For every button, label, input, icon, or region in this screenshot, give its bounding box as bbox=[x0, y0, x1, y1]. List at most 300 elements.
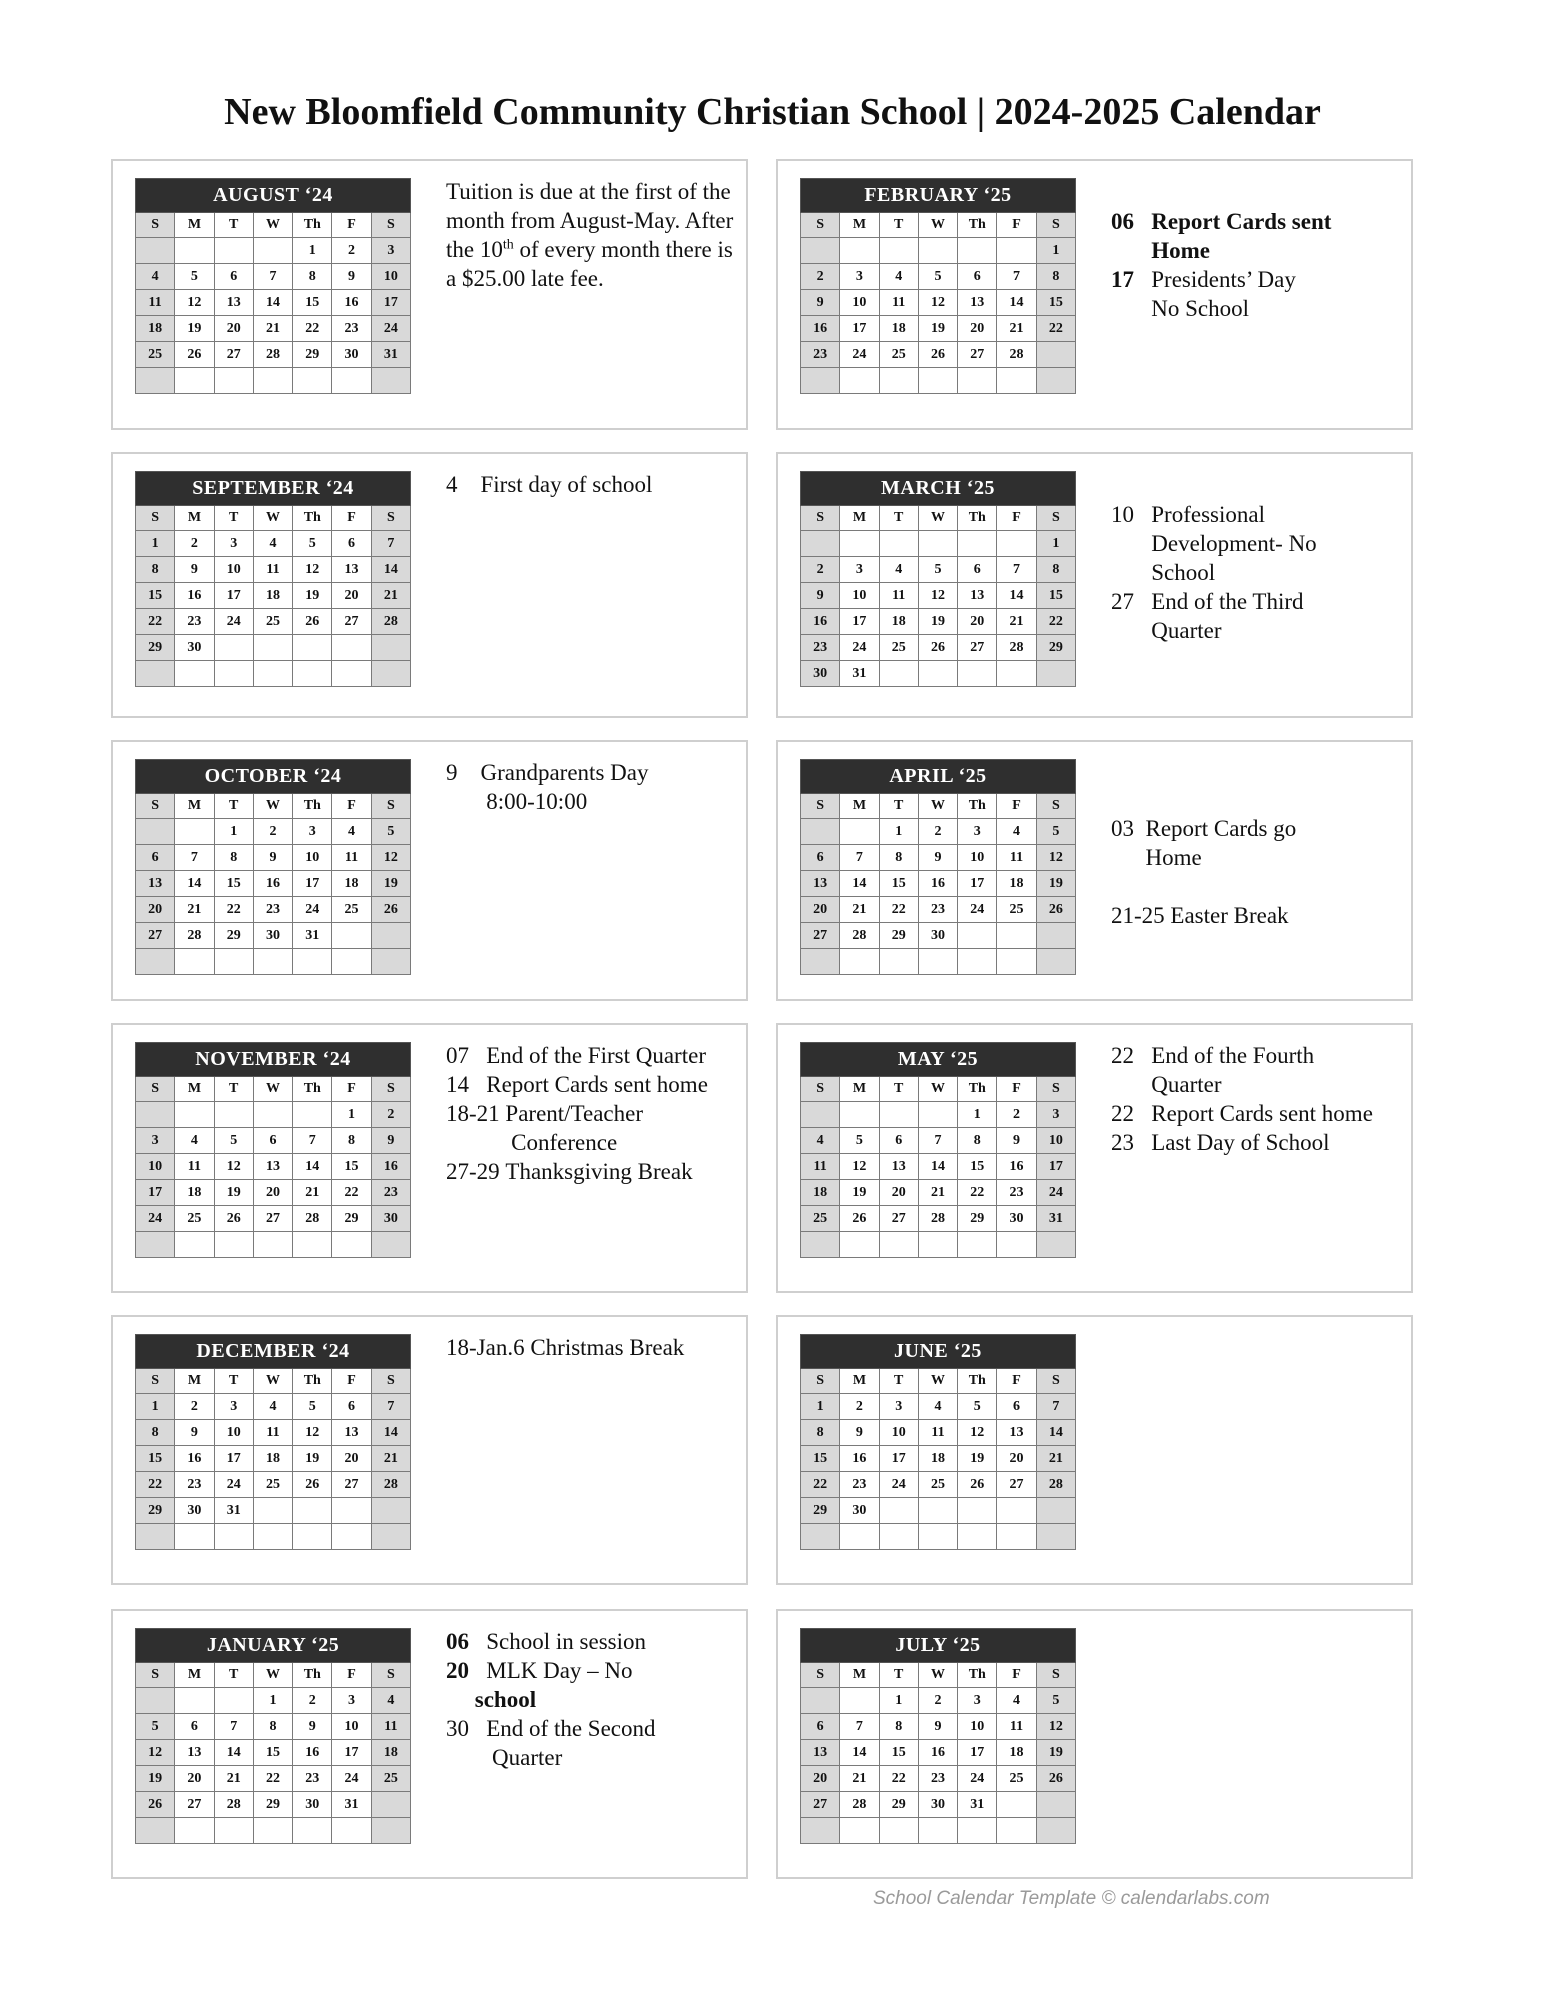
day-cell bbox=[840, 819, 879, 845]
day-cell: 21 bbox=[371, 1446, 410, 1472]
day-cell bbox=[175, 238, 214, 264]
month-panel bbox=[111, 1609, 748, 1879]
event-text: Presidents’ Day No School bbox=[1151, 267, 1296, 321]
day-cell: 5 bbox=[136, 1714, 175, 1740]
day-cell: 25 bbox=[136, 342, 175, 368]
day-cell: 30 bbox=[175, 635, 214, 661]
day-cell bbox=[332, 1818, 371, 1844]
day-cell bbox=[840, 531, 879, 557]
day-cell: 14 bbox=[293, 1154, 332, 1180]
event-date: 9 bbox=[446, 760, 481, 785]
day-cell: 14 bbox=[214, 1740, 253, 1766]
day-cell: 20 bbox=[801, 897, 840, 923]
week-row bbox=[801, 819, 1076, 845]
weekday-header: S bbox=[136, 213, 175, 238]
day-cell: 26 bbox=[840, 1206, 879, 1232]
week-row bbox=[801, 1420, 1076, 1446]
day-cell: 23 bbox=[371, 1180, 410, 1206]
week-row bbox=[801, 316, 1076, 342]
day-cell: 25 bbox=[879, 342, 918, 368]
month-notes bbox=[446, 1041, 746, 1186]
day-cell: 21 bbox=[997, 609, 1036, 635]
day-cell: 28 bbox=[253, 342, 292, 368]
day-cell: 28 bbox=[918, 1206, 957, 1232]
day-cell bbox=[997, 1498, 1036, 1524]
day-cell: 13 bbox=[879, 1154, 918, 1180]
day-cell: 12 bbox=[175, 290, 214, 316]
day-cell: 19 bbox=[840, 1180, 879, 1206]
event-text: Grandparents Day 8:00-10:00 bbox=[480, 760, 649, 814]
day-cell: 3 bbox=[332, 1688, 371, 1714]
day-cell bbox=[879, 1102, 918, 1128]
weekday-header: M bbox=[840, 794, 879, 819]
day-cell: 8 bbox=[879, 845, 918, 871]
month-panel bbox=[776, 1023, 1413, 1293]
day-cell: 10 bbox=[840, 583, 879, 609]
event-date: 4 bbox=[446, 472, 481, 497]
day-cell bbox=[958, 531, 997, 557]
day-cell: 31 bbox=[332, 1792, 371, 1818]
day-cell bbox=[879, 1498, 918, 1524]
week-row bbox=[801, 1128, 1076, 1154]
event-text: Thanksgiving Break bbox=[505, 1159, 693, 1184]
day-cell: 16 bbox=[293, 1740, 332, 1766]
day-cell bbox=[879, 238, 918, 264]
event-text: End of the Third Quarter bbox=[1151, 589, 1304, 643]
day-cell bbox=[1036, 661, 1075, 687]
day-cell: 9 bbox=[175, 1420, 214, 1446]
day-cell: 10 bbox=[136, 1154, 175, 1180]
day-cell: 15 bbox=[958, 1154, 997, 1180]
day-cell: 18 bbox=[879, 316, 918, 342]
event-note bbox=[1111, 901, 1411, 930]
day-cell: 7 bbox=[1036, 1394, 1075, 1420]
event-text: Report Cards sent Home bbox=[1151, 209, 1332, 263]
day-cell: 4 bbox=[253, 531, 292, 557]
weekday-header: M bbox=[175, 1663, 214, 1688]
day-cell: 5 bbox=[918, 264, 957, 290]
day-cell: 26 bbox=[1036, 897, 1075, 923]
day-cell bbox=[879, 949, 918, 975]
day-cell: 3 bbox=[840, 557, 879, 583]
day-cell: 6 bbox=[136, 845, 175, 871]
day-cell: 20 bbox=[958, 609, 997, 635]
day-cell: 18 bbox=[253, 1446, 292, 1472]
event-text: Christmas Break bbox=[530, 1335, 685, 1360]
weekday-header: F bbox=[997, 1663, 1036, 1688]
day-cell bbox=[293, 368, 332, 394]
day-cell: 28 bbox=[840, 1792, 879, 1818]
day-cell bbox=[214, 368, 253, 394]
day-cell: 19 bbox=[371, 871, 410, 897]
day-cell: 28 bbox=[997, 635, 1036, 661]
week-row bbox=[136, 1394, 411, 1420]
weekday-header: Th bbox=[958, 1663, 997, 1688]
day-cell: 13 bbox=[332, 1420, 371, 1446]
day-cell bbox=[840, 949, 879, 975]
day-cell: 7 bbox=[840, 1714, 879, 1740]
day-cell: 5 bbox=[214, 1128, 253, 1154]
event-note bbox=[446, 1714, 746, 1772]
week-row bbox=[136, 1766, 411, 1792]
month-notes bbox=[1111, 207, 1411, 323]
day-cell bbox=[175, 1818, 214, 1844]
day-cell bbox=[918, 531, 957, 557]
weekday-header: M bbox=[175, 1077, 214, 1102]
day-cell: 16 bbox=[840, 1446, 879, 1472]
week-row bbox=[136, 1420, 411, 1446]
weekday-header: Th bbox=[958, 506, 997, 531]
day-cell bbox=[175, 819, 214, 845]
day-cell: 1 bbox=[1036, 238, 1075, 264]
week-row bbox=[801, 923, 1076, 949]
event-text: Easter Break bbox=[1170, 903, 1289, 928]
day-cell: 3 bbox=[1036, 1102, 1075, 1128]
day-cell bbox=[175, 1102, 214, 1128]
event-note bbox=[446, 1099, 746, 1157]
month-calendar bbox=[135, 1334, 411, 1550]
day-cell bbox=[958, 238, 997, 264]
day-cell: 8 bbox=[801, 1420, 840, 1446]
day-cell: 2 bbox=[293, 1688, 332, 1714]
month-notes bbox=[1111, 814, 1411, 930]
week-row bbox=[136, 819, 411, 845]
day-cell: 10 bbox=[958, 845, 997, 871]
weekday-header: S bbox=[136, 1077, 175, 1102]
day-cell: 3 bbox=[840, 264, 879, 290]
day-cell: 9 bbox=[918, 1714, 957, 1740]
day-cell: 7 bbox=[253, 264, 292, 290]
day-cell: 12 bbox=[136, 1740, 175, 1766]
month-notes bbox=[446, 177, 746, 293]
weekday-header: T bbox=[879, 213, 918, 238]
day-cell bbox=[1036, 1818, 1075, 1844]
day-cell: 6 bbox=[332, 1394, 371, 1420]
day-cell: 8 bbox=[1036, 264, 1075, 290]
event-text: Report Cards go Home bbox=[1145, 816, 1297, 870]
day-cell: 19 bbox=[175, 316, 214, 342]
week-row bbox=[801, 1394, 1076, 1420]
weekday-header: W bbox=[253, 213, 292, 238]
day-cell: 23 bbox=[801, 635, 840, 661]
weekday-header: Th bbox=[958, 1077, 997, 1102]
weekday-header: Th bbox=[293, 213, 332, 238]
week-row bbox=[136, 949, 411, 975]
day-cell: 24 bbox=[958, 1766, 997, 1792]
day-cell bbox=[997, 949, 1036, 975]
day-cell: 19 bbox=[293, 1446, 332, 1472]
month-panel bbox=[111, 1315, 748, 1585]
day-cell: 1 bbox=[136, 531, 175, 557]
weekday-header: F bbox=[332, 1369, 371, 1394]
event-date: 17 bbox=[1111, 267, 1152, 292]
day-cell bbox=[918, 368, 957, 394]
day-cell bbox=[997, 661, 1036, 687]
day-cell: 27 bbox=[801, 923, 840, 949]
day-cell bbox=[879, 531, 918, 557]
week-row bbox=[801, 845, 1076, 871]
weekday-header: S bbox=[1036, 506, 1075, 531]
week-row bbox=[801, 609, 1076, 635]
day-cell: 14 bbox=[1036, 1420, 1075, 1446]
weekday-header: W bbox=[918, 794, 957, 819]
day-cell: 22 bbox=[1036, 609, 1075, 635]
week-row bbox=[801, 583, 1076, 609]
weekday-header: S bbox=[1036, 213, 1075, 238]
event-date: 22 bbox=[1111, 1101, 1152, 1126]
day-cell: 21 bbox=[253, 316, 292, 342]
day-cell: 7 bbox=[371, 531, 410, 557]
day-cell: 25 bbox=[997, 1766, 1036, 1792]
day-cell bbox=[1036, 342, 1075, 368]
day-cell: 15 bbox=[136, 583, 175, 609]
day-cell: 11 bbox=[253, 1420, 292, 1446]
week-row bbox=[801, 342, 1076, 368]
day-cell bbox=[293, 1524, 332, 1550]
week-row bbox=[136, 1154, 411, 1180]
day-cell: 2 bbox=[175, 531, 214, 557]
event-date: 27-29 bbox=[446, 1159, 506, 1184]
week-row bbox=[136, 1818, 411, 1844]
day-cell bbox=[997, 531, 1036, 557]
weekday-header: W bbox=[253, 1369, 292, 1394]
day-cell: 26 bbox=[214, 1206, 253, 1232]
event-text: Report Cards sent home bbox=[486, 1072, 708, 1097]
day-cell: 7 bbox=[214, 1714, 253, 1740]
weekday-header: S bbox=[801, 213, 840, 238]
footer-credit: School Calendar Template © calendarlabs.com bbox=[873, 1888, 1270, 1909]
day-cell: 1 bbox=[136, 1394, 175, 1420]
day-cell: 29 bbox=[293, 342, 332, 368]
week-row bbox=[801, 1102, 1076, 1128]
day-cell: 13 bbox=[136, 871, 175, 897]
day-cell: 28 bbox=[840, 923, 879, 949]
week-row bbox=[136, 871, 411, 897]
day-cell: 20 bbox=[253, 1180, 292, 1206]
day-cell bbox=[136, 1102, 175, 1128]
day-cell: 9 bbox=[175, 557, 214, 583]
day-cell: 22 bbox=[879, 1766, 918, 1792]
weekday-header: Th bbox=[958, 794, 997, 819]
day-cell: 1 bbox=[332, 1102, 371, 1128]
event-note bbox=[1111, 872, 1411, 901]
day-cell: 9 bbox=[801, 290, 840, 316]
day-cell: 24 bbox=[214, 609, 253, 635]
week-row bbox=[136, 1740, 411, 1766]
week-row bbox=[801, 290, 1076, 316]
day-cell bbox=[840, 1688, 879, 1714]
day-cell bbox=[997, 923, 1036, 949]
weekday-header: Th bbox=[958, 1369, 997, 1394]
week-row bbox=[801, 1688, 1076, 1714]
event-text: End of the Second Quarter bbox=[486, 1716, 656, 1770]
day-cell: 15 bbox=[253, 1740, 292, 1766]
day-cell: 25 bbox=[175, 1206, 214, 1232]
day-cell: 25 bbox=[918, 1472, 957, 1498]
month-title: OCTOBER ‘24 bbox=[136, 760, 411, 794]
day-cell: 7 bbox=[293, 1128, 332, 1154]
day-cell bbox=[997, 1792, 1036, 1818]
day-cell bbox=[214, 1818, 253, 1844]
event-date: 23 bbox=[1111, 1130, 1152, 1155]
day-cell: 19 bbox=[214, 1180, 253, 1206]
day-cell: 5 bbox=[840, 1128, 879, 1154]
week-row bbox=[136, 609, 411, 635]
day-cell: 6 bbox=[214, 264, 253, 290]
page-title: New Bloomfield Community Christian School | 2024-2025 Calendar bbox=[224, 91, 1321, 133]
day-cell bbox=[136, 1524, 175, 1550]
day-cell: 12 bbox=[918, 583, 957, 609]
day-cell bbox=[958, 368, 997, 394]
day-cell bbox=[253, 661, 292, 687]
event-date: 14 bbox=[446, 1072, 487, 1097]
week-row bbox=[136, 342, 411, 368]
week-row bbox=[136, 1102, 411, 1128]
day-cell: 7 bbox=[997, 557, 1036, 583]
week-row bbox=[136, 661, 411, 687]
day-cell bbox=[371, 949, 410, 975]
day-cell bbox=[214, 949, 253, 975]
day-cell: 14 bbox=[918, 1154, 957, 1180]
event-note bbox=[446, 1333, 746, 1362]
day-cell: 15 bbox=[801, 1446, 840, 1472]
week-row bbox=[801, 1818, 1076, 1844]
day-cell: 7 bbox=[840, 845, 879, 871]
day-cell: 18 bbox=[918, 1446, 957, 1472]
day-cell: 16 bbox=[801, 609, 840, 635]
event-note bbox=[1111, 1099, 1411, 1128]
day-cell: 27 bbox=[958, 342, 997, 368]
day-cell: 2 bbox=[371, 1102, 410, 1128]
day-cell: 10 bbox=[958, 1714, 997, 1740]
day-cell: 15 bbox=[214, 871, 253, 897]
day-cell: 31 bbox=[840, 661, 879, 687]
month-panel bbox=[111, 1023, 748, 1293]
day-cell bbox=[253, 1524, 292, 1550]
week-row bbox=[801, 1206, 1076, 1232]
weekday-header: F bbox=[332, 794, 371, 819]
event-date: 20 bbox=[446, 1658, 487, 1683]
day-cell: 3 bbox=[214, 1394, 253, 1420]
day-cell bbox=[879, 368, 918, 394]
weekday-header: T bbox=[214, 506, 253, 531]
day-cell: 3 bbox=[958, 819, 997, 845]
day-cell: 30 bbox=[253, 923, 292, 949]
day-cell: 2 bbox=[801, 264, 840, 290]
day-cell: 24 bbox=[371, 316, 410, 342]
day-cell: 29 bbox=[136, 635, 175, 661]
week-row bbox=[136, 1180, 411, 1206]
day-cell: 24 bbox=[332, 1766, 371, 1792]
day-cell: 10 bbox=[214, 1420, 253, 1446]
weekday-header: S bbox=[801, 506, 840, 531]
day-cell: 17 bbox=[1036, 1154, 1075, 1180]
day-cell: 13 bbox=[801, 1740, 840, 1766]
day-cell bbox=[136, 1818, 175, 1844]
event-note bbox=[446, 177, 746, 293]
day-cell: 28 bbox=[371, 1472, 410, 1498]
day-cell: 13 bbox=[958, 583, 997, 609]
day-cell bbox=[175, 1232, 214, 1258]
day-cell: 21 bbox=[175, 897, 214, 923]
day-cell bbox=[214, 661, 253, 687]
week-row bbox=[801, 1792, 1076, 1818]
day-cell: 15 bbox=[136, 1446, 175, 1472]
weekday-header: F bbox=[997, 794, 1036, 819]
weekday-header: F bbox=[332, 506, 371, 531]
day-cell: 14 bbox=[371, 557, 410, 583]
weekday-header: S bbox=[136, 506, 175, 531]
weekday-header: M bbox=[175, 1369, 214, 1394]
day-cell: 18 bbox=[879, 609, 918, 635]
weekday-header: S bbox=[1036, 794, 1075, 819]
day-cell bbox=[136, 238, 175, 264]
day-cell: 17 bbox=[293, 871, 332, 897]
day-cell bbox=[175, 949, 214, 975]
weekday-header: S bbox=[371, 1077, 410, 1102]
week-row bbox=[136, 531, 411, 557]
day-cell: 8 bbox=[1036, 557, 1075, 583]
week-row bbox=[136, 368, 411, 394]
day-cell: 22 bbox=[879, 897, 918, 923]
day-cell: 2 bbox=[997, 1102, 1036, 1128]
day-cell: 24 bbox=[958, 897, 997, 923]
day-cell: 29 bbox=[801, 1498, 840, 1524]
day-cell bbox=[253, 1498, 292, 1524]
weekday-header: T bbox=[879, 506, 918, 531]
month-title: FEBRUARY ‘25 bbox=[801, 179, 1076, 213]
month-calendar bbox=[800, 471, 1076, 687]
day-cell: 14 bbox=[997, 290, 1036, 316]
day-cell: 20 bbox=[801, 1766, 840, 1792]
week-row bbox=[136, 1498, 411, 1524]
weekday-header: M bbox=[840, 1369, 879, 1394]
weekday-header: F bbox=[997, 506, 1036, 531]
day-cell bbox=[997, 368, 1036, 394]
day-cell: 21 bbox=[214, 1766, 253, 1792]
week-row bbox=[136, 1446, 411, 1472]
day-cell: 18 bbox=[371, 1740, 410, 1766]
day-cell: 17 bbox=[840, 609, 879, 635]
weekday-header: T bbox=[879, 1663, 918, 1688]
event-text: Last Day of School bbox=[1151, 1130, 1330, 1155]
event-note bbox=[446, 1627, 746, 1656]
day-cell bbox=[958, 1498, 997, 1524]
day-cell bbox=[332, 923, 371, 949]
day-cell bbox=[879, 1524, 918, 1550]
day-cell: 6 bbox=[997, 1394, 1036, 1420]
day-cell: 11 bbox=[371, 1714, 410, 1740]
day-cell: 16 bbox=[253, 871, 292, 897]
day-cell: 12 bbox=[293, 1420, 332, 1446]
day-cell: 2 bbox=[332, 238, 371, 264]
weekday-header: W bbox=[918, 1077, 957, 1102]
month-notes bbox=[1111, 1041, 1411, 1157]
month-panel bbox=[776, 1315, 1413, 1585]
weekday-header: F bbox=[332, 1663, 371, 1688]
day-cell bbox=[879, 1818, 918, 1844]
event-note bbox=[446, 1685, 746, 1714]
day-cell: 7 bbox=[918, 1128, 957, 1154]
month-title: MARCH ‘25 bbox=[801, 472, 1076, 506]
day-cell: 24 bbox=[214, 1472, 253, 1498]
day-cell: 8 bbox=[293, 264, 332, 290]
day-cell bbox=[136, 1688, 175, 1714]
day-cell bbox=[958, 923, 997, 949]
day-cell: 2 bbox=[840, 1394, 879, 1420]
day-cell: 16 bbox=[332, 290, 371, 316]
day-cell bbox=[136, 1232, 175, 1258]
